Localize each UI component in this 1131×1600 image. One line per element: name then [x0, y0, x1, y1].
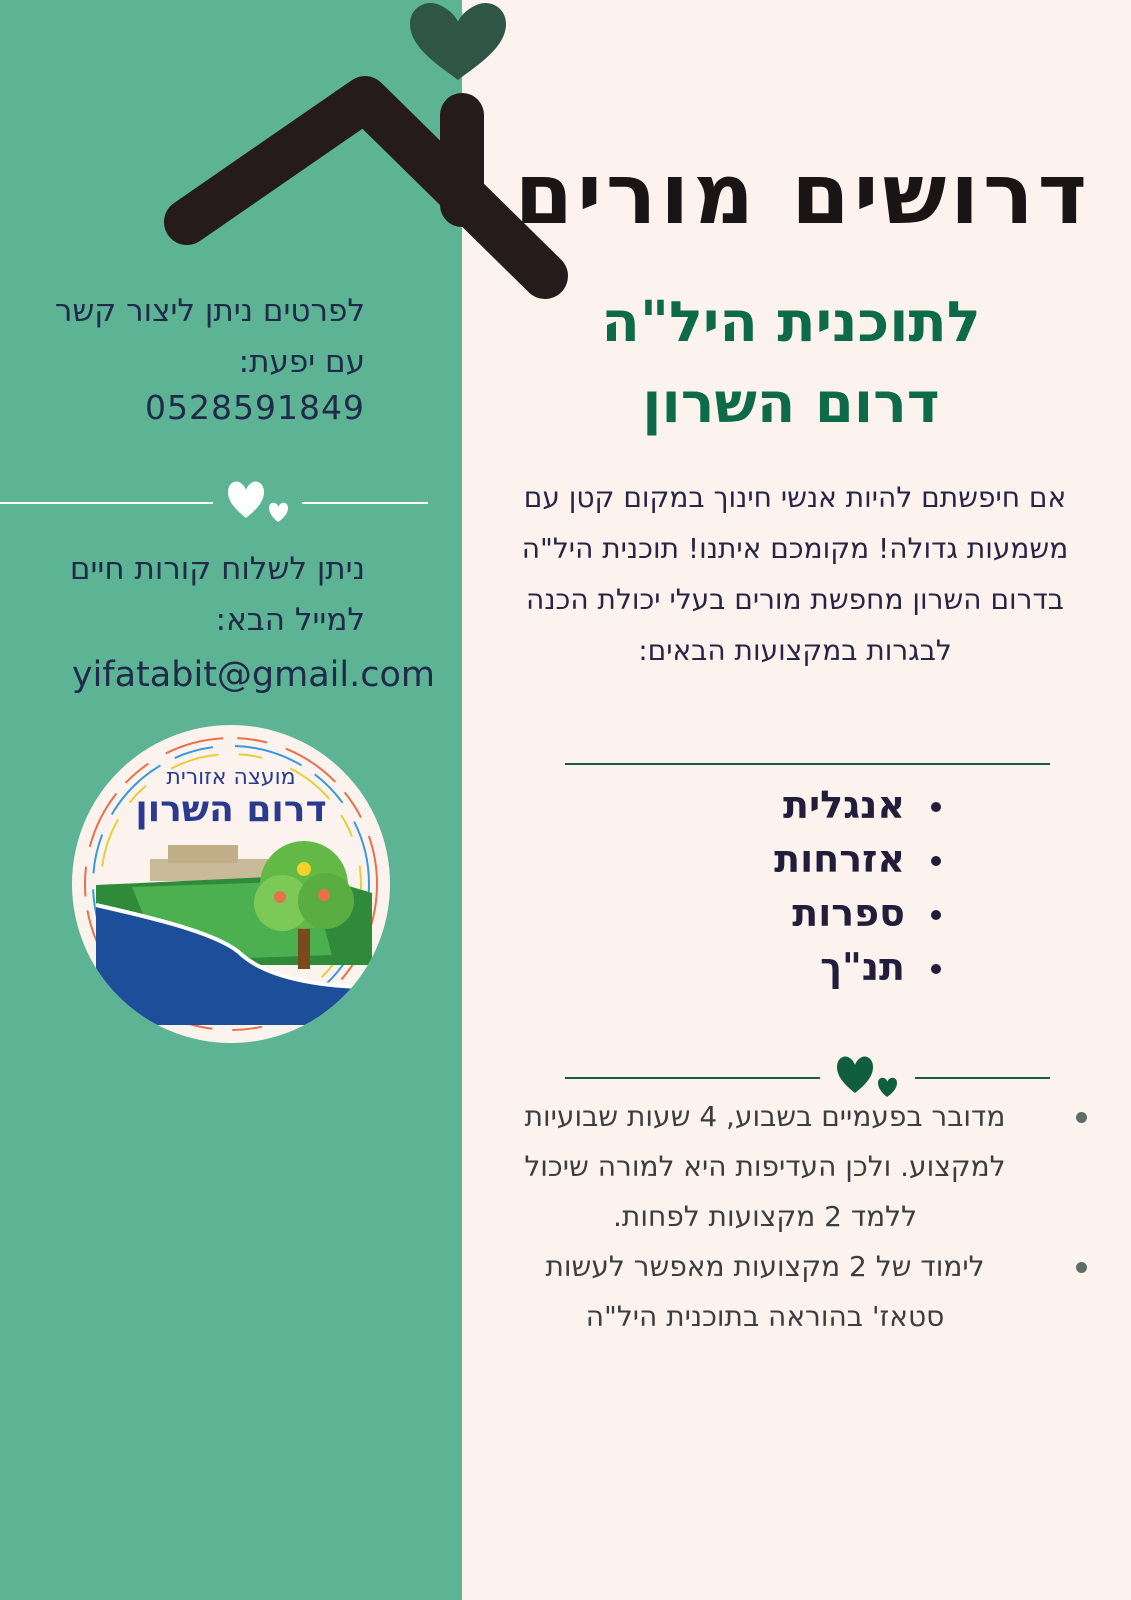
list-item: מדובר בפעמיים בשבוע, 4 שעות שבועיות למקצוע. ולכן העדיפות היא למורה שיכול ללמד 2 מקצועות לפחות. — [505, 1092, 1095, 1242]
divider-line — [565, 1077, 820, 1079]
subjects-list — [611, 778, 941, 994]
list-item: לימוד של 2 מקצועות מאפשר לעשות סטאז' בהוראה בתוכנית היל"ה — [505, 1242, 1095, 1342]
logo-label-main: דרום השרון — [135, 789, 327, 830]
list-item: תנ"ך — [611, 940, 941, 994]
divider-line — [302, 502, 428, 504]
cv-text: ניתן לשלוח קורות חיים למייל הבא: — [69, 551, 365, 638]
details-list — [505, 1092, 1095, 1342]
page-title: דרושים מורים — [514, 145, 1091, 243]
intro-paragraph: אם חיפשתם להיות אנשי חינוך במקום קטן עם משמעות גדולה! מקומכם איתנו! תוכנית היל"ה בדרום השרון מחפשת מורים בעלי יכולת הכנה לבגרות במקצועות הבאים: — [521, 481, 1069, 667]
email-link[interactable]: yifatabit@gmail.com — [71, 655, 435, 695]
contact-text: לפרטים ניתן ליצור קשר עם יפעת: — [54, 293, 365, 380]
page-subtitle: לתוכנית היל"ה דרום השרון — [601, 290, 981, 437]
divider-line — [565, 763, 1050, 765]
council-logo — [72, 725, 390, 1043]
divider-line — [0, 502, 213, 504]
divider-line — [915, 1077, 1050, 1079]
list-item: אנגלית — [611, 778, 941, 832]
logo-label-top: מועצה אזורית — [166, 765, 296, 790]
list-item: ספרות — [611, 886, 941, 940]
phone-number[interactable]: 0528591849 — [145, 388, 365, 427]
small-hearts-icon — [224, 478, 294, 524]
list-item: אזרחות — [611, 832, 941, 886]
